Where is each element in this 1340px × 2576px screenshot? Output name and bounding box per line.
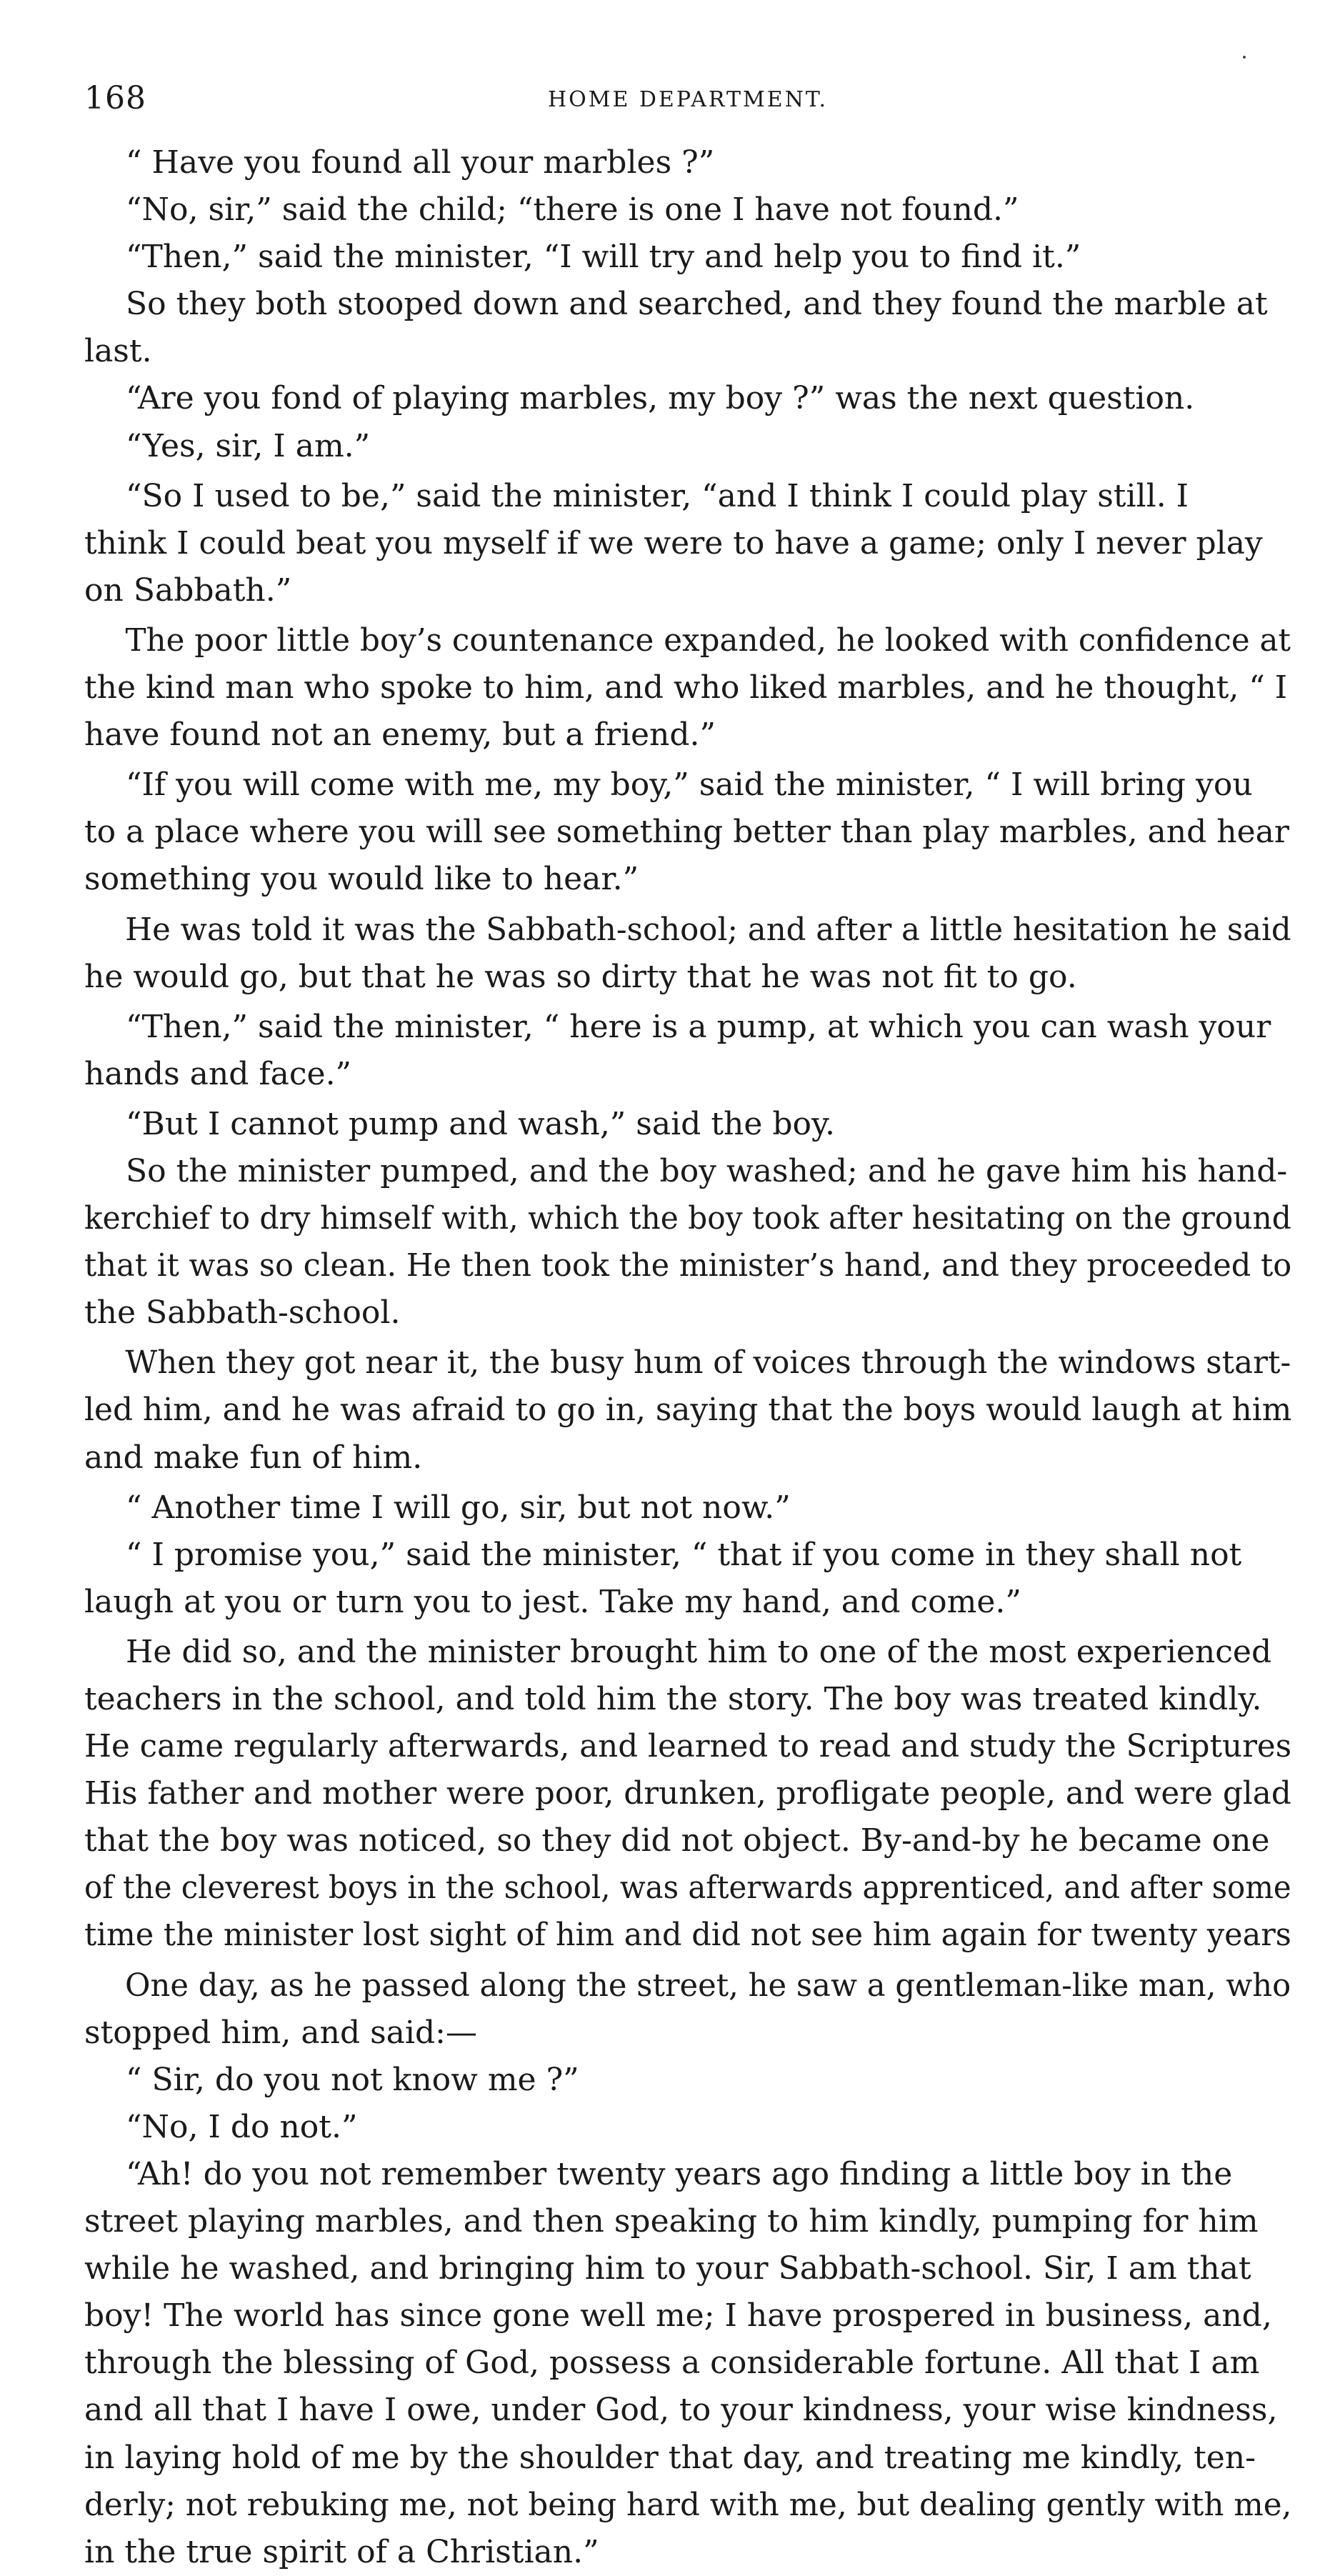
text-line: of the cleverest boys in the school, was afterwards apprenticed, and after some	[84, 1869, 1291, 1907]
text-line: “But I cannot pump and wash,” said the boy.	[126, 1105, 836, 1142]
paragraph	[84, 1484, 1291, 1532]
text-line: that the boy was noticed, so they did not object. By-and-by he became one	[84, 1822, 1270, 1859]
text-line: he would go, but that he was so dirty that he was not fit to go.	[84, 958, 1077, 995]
text-line: hands and face.”	[84, 1055, 352, 1092]
text-line: He did so, and the minister brought him to one of the most experienced	[126, 1633, 1272, 1670]
paragraph	[84, 1004, 1291, 1098]
text-line: something you would like to hear.”	[84, 861, 639, 898]
text-line: He was told it was the Sabbath-school; and after a little hesitation he said	[125, 911, 1291, 948]
paragraph	[84, 617, 1291, 759]
paragraph	[84, 139, 1291, 186]
paragraph	[84, 1339, 1291, 1481]
text-line: the Sabbath-school.	[84, 1294, 401, 1332]
text-line: “ Sir, do you not know me ?”	[126, 2061, 579, 2098]
text-line: that it was so clean. He then took the minister’s hand, and they proceeded to	[84, 1247, 1292, 1284]
text-line: “Yes, sir, I am.”	[126, 427, 371, 464]
paragraph	[84, 2057, 1291, 2104]
text-line: in laying hold of me by the shoulder that day, and treating me kindly, ten-	[84, 2439, 1256, 2476]
text-line: “ I promise you,” said the minister, “ that if you come in they shall not	[126, 1536, 1242, 1573]
text-line: He came regularly afterwards, and learned to read and study the Scriptures	[84, 1728, 1292, 1765]
text-line: think I could beat you myself if we were to have a game; only I never play	[84, 524, 1263, 561]
page-number: 168	[84, 80, 146, 116]
scan-speck	[1243, 56, 1246, 59]
text-line: to a place where you will see something better than play marbles, and hear	[84, 814, 1289, 851]
paragraph	[84, 375, 1291, 422]
text-line: “If you will come with me, my boy,” said the minister, “ I will bring you	[126, 767, 1253, 804]
text-line: last.	[84, 333, 152, 370]
paragraph	[84, 2104, 1291, 2151]
text-line: “ Have you found all your marbles ?”	[126, 144, 715, 181]
text-line: “No, I do not.”	[126, 2108, 358, 2145]
text-line: When they got near it, the busy hum of voices through the windows start-	[125, 1344, 1291, 1382]
paragraph	[84, 186, 1291, 234]
text-line: stopped him, and said:—	[84, 2014, 477, 2051]
text-line: kerchief to dry himself with, which the boy took after hesitating on the ground	[84, 1200, 1291, 1237]
text-line: led him, and he was afraid to go in, saying that the boys would laugh at him	[84, 1392, 1292, 1429]
paragraph	[84, 1148, 1291, 1337]
text-line: “So I used to be,” said the minister, “and I think I could play still. I	[126, 477, 1189, 514]
text-line: So the minister pumped, and the boy washed; and he gave him his hand-	[126, 1152, 1288, 1189]
text-line: So they both stooped down and searched, and they found the marble at	[126, 286, 1268, 323]
text-line: “Then,” said the minister, “I will try and help you to find it.”	[126, 239, 1081, 276]
text-line: “Ah! do you not remember twenty years ago finding a little boy in the	[126, 2155, 1233, 2192]
text-line: The poor little boy’s countenance expanded, he looked with confidence at	[125, 621, 1291, 659]
text-line: His father and mother were poor, drunken, profligate people, and were glad	[84, 1775, 1291, 1812]
paragraph	[84, 234, 1291, 281]
paragraph	[84, 423, 1291, 470]
text-line: and all that I have I owe, under God, to your kindness, your wise kindness,	[84, 2392, 1278, 2429]
paragraph	[84, 2151, 1291, 2576]
page-header	[84, 80, 1291, 123]
paragraph	[84, 907, 1291, 1001]
text-line: teachers in the school, and told him the story. The boy was treated kindly.	[84, 1681, 1262, 1717]
text-line: “No, sir,” said the child; “there is one I have not found.”	[126, 191, 1019, 229]
text-line: time the minister lost sight of him and did not see him again for twenty years	[84, 1917, 1291, 1954]
text-line: boy! The world has since gone well me; I have prospered in business, and,	[84, 2297, 1272, 2335]
text-line: street playing marbles, and then speaking to him kindly, pumping for him	[84, 2203, 1259, 2240]
paragraph	[84, 1101, 1291, 1148]
text-line: “Are you fond of playing marbles, my boy ?” was the next question.	[126, 380, 1195, 417]
text-line: have found not an enemy, but a friend.”	[84, 717, 716, 754]
text-line: through the blessing of God, possess a considerable fortune. All that I am	[84, 2345, 1260, 2382]
text-line: derly; not rebuking me, not being hard with me, but dealing gently with me,	[84, 2486, 1292, 2523]
text-line: “Then,” said the minister, “ here is a pump, at which you can wash your	[126, 1008, 1271, 1045]
text-line: the kind man who spoke to him, and who liked marbles, and he thought, “ I	[84, 669, 1288, 707]
paragraph	[84, 281, 1291, 375]
text-line: laugh at you or turn you to jest. Take my hand, and come.”	[84, 1583, 1021, 1620]
text-line: while he washed, and bringing him to your Sabbath-school. Sir, I am that	[84, 2250, 1251, 2287]
text-line: on Sabbath.”	[84, 571, 292, 609]
text-line: in the true spirit of a Christian.”	[84, 2533, 599, 2570]
paragraph	[84, 1532, 1291, 1626]
text-line: and make fun of him.	[84, 1439, 423, 1476]
text-line: “ Another time I will go, sir, but not now.”	[126, 1489, 791, 1526]
paragraph	[84, 762, 1291, 903]
text-line: One day, as he passed along the street, he saw a gentleman-like man, who	[125, 1967, 1291, 2004]
paragraph	[84, 1962, 1291, 2057]
paragraph	[84, 1629, 1291, 1960]
paragraph	[84, 473, 1291, 614]
running-head: HOME DEPARTMENT.	[547, 87, 829, 112]
body-text	[84, 139, 1291, 2576]
